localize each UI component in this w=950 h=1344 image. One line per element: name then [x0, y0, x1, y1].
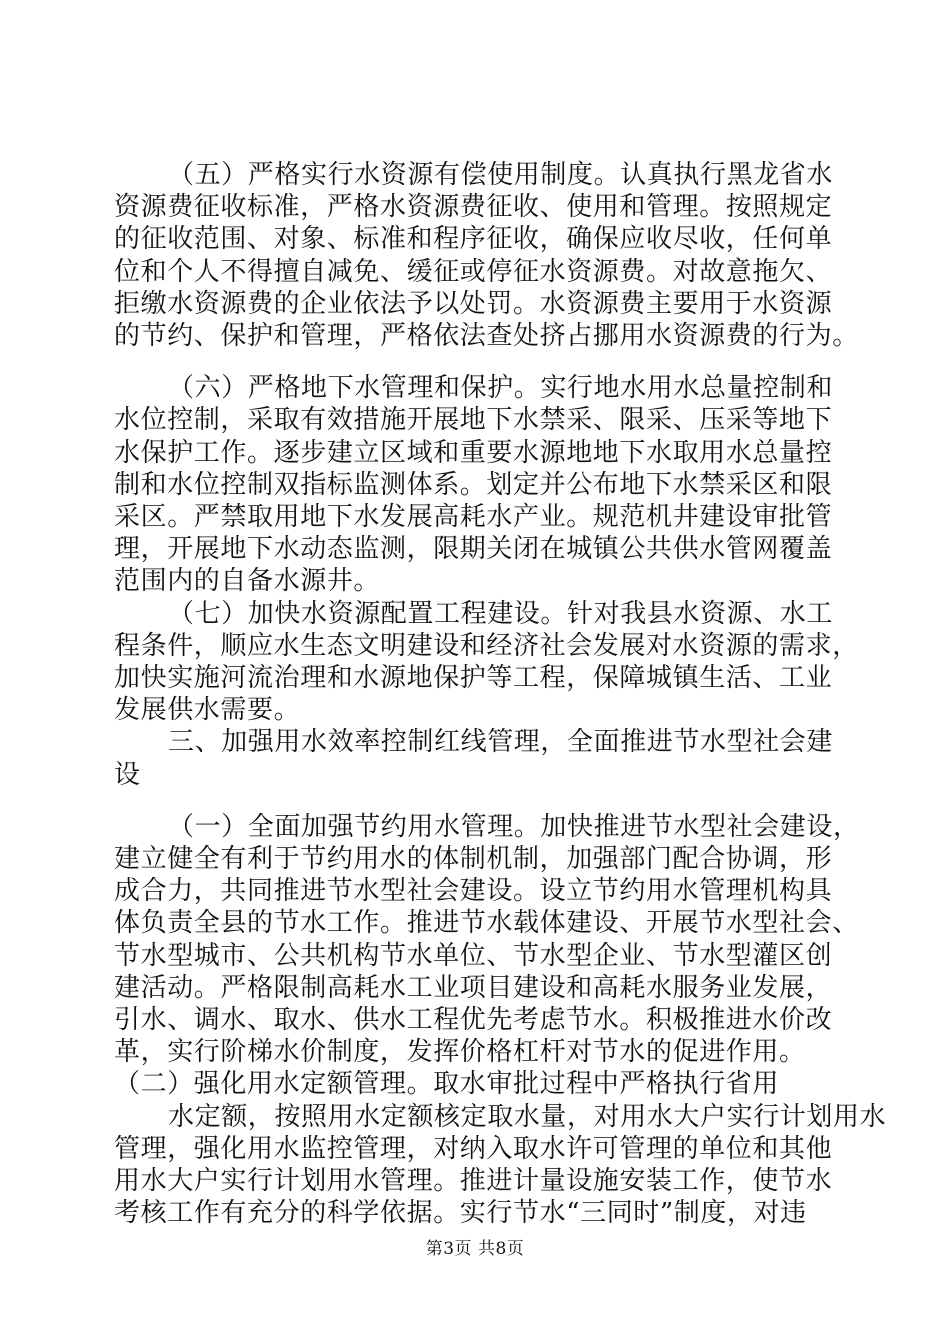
text-line: 加快实施河流治理和水源地保护等工程，保障城镇生活、工业 — [114, 663, 833, 693]
text-line: 引水、调水、取水、供水工程优先考虑节水。积极推进水价改 — [114, 1005, 833, 1035]
text-line: 管理，强化用水监控管理，对纳入取水许可管理的单位和其他 — [114, 1134, 833, 1164]
text-line: 拒缴水资源费的企业依法予以处罚。水资源费主要用于水资源 — [114, 289, 833, 319]
text-line: 水位控制，采取有效措施开展地下水禁采、限采、压采等地下 — [114, 405, 833, 435]
text-line: 用水大户实行计划用水管理。推进计量设施安装工作，使节水 — [114, 1166, 833, 1196]
text-line: 资源费征收标准，严格水资源费征收、使用和管理。按照规定 — [114, 192, 833, 222]
page-footer: 第3页 共8页 — [425, 1239, 525, 1259]
text-line: 采区。严禁取用地下水发展高耗水产业。规范机井建设审批管 — [114, 502, 833, 532]
text-line: 理，开展地下水动态监测，限期关闭在城镇公共供水管网覆盖 — [114, 534, 833, 564]
text-line: （六）严格地下水管理和保护。实行地水用水总量控制和 — [168, 373, 834, 403]
text-line: 位和个人不得擅自减免、缓征或停征水资源费。对故意拖欠、 — [114, 257, 833, 287]
text-line: 的节约、保护和管理，严格依法查处挤占挪用水资源费的行为。 — [114, 321, 859, 351]
text-line: 节水型城市、公共机构节水单位、节水型企业、节水型灌区创 — [114, 941, 833, 971]
text-line: （一）全面加强节约用水管理。加快推进节水型社会建设， — [168, 812, 860, 842]
text-line: 建活动。严格限制高耗水工业项目建设和高耗水服务业发展， — [114, 973, 833, 1003]
text-line: 体负责全县的节水工作。推进节水载体建设、开展节水型社会、 — [114, 908, 859, 938]
text-line: 水保护工作。逐步建立区域和重要水源地地下水取用水总量控 — [114, 438, 833, 468]
text-line: 水定额，按照用水定额核定取水量，对用水大户实行计划用水 — [168, 1102, 887, 1132]
text-line: （二）强化用水定额管理。取水审批过程中严格执行省用 — [114, 1069, 780, 1099]
text-line: 考核工作有充分的科学依据。实行节水“三同时”制度，对违 — [114, 1198, 807, 1228]
text-line: 设 — [114, 760, 141, 790]
text-line: 制和水位控制双指标监测体系。划定并公布地下水禁采区和限 — [114, 470, 833, 500]
text-line: 革，实行阶梯水价制度，发挥价格杠杆对节水的促进作用。 — [114, 1037, 806, 1067]
text-line: 建立健全有利于节约用水的体制机制，加强部门配合协调，形 — [114, 844, 833, 874]
text-line: （五）严格实行水资源有偿使用制度。认真执行黑龙省水 — [168, 160, 834, 190]
text-line: 的征收范围、对象、标准和程序征收，确保应收尽收，任何单 — [114, 224, 833, 254]
text-line: （七）加快水资源配置工程建设。针对我县水资源、水工 — [168, 599, 834, 629]
text-line: 三、加强用水效率控制红线管理，全面推进节水型社会建 — [168, 727, 834, 757]
text-line: 范围内的自备水源井。 — [114, 566, 381, 596]
text-line: 发展供水需要。 — [114, 695, 301, 725]
text-line: 成合力，共同推进节水型社会建设。设立节约用水管理机构具 — [114, 876, 833, 906]
text-line: 程条件，顺应水生态文明建设和经济社会发展对水资源的需求， — [114, 631, 859, 661]
